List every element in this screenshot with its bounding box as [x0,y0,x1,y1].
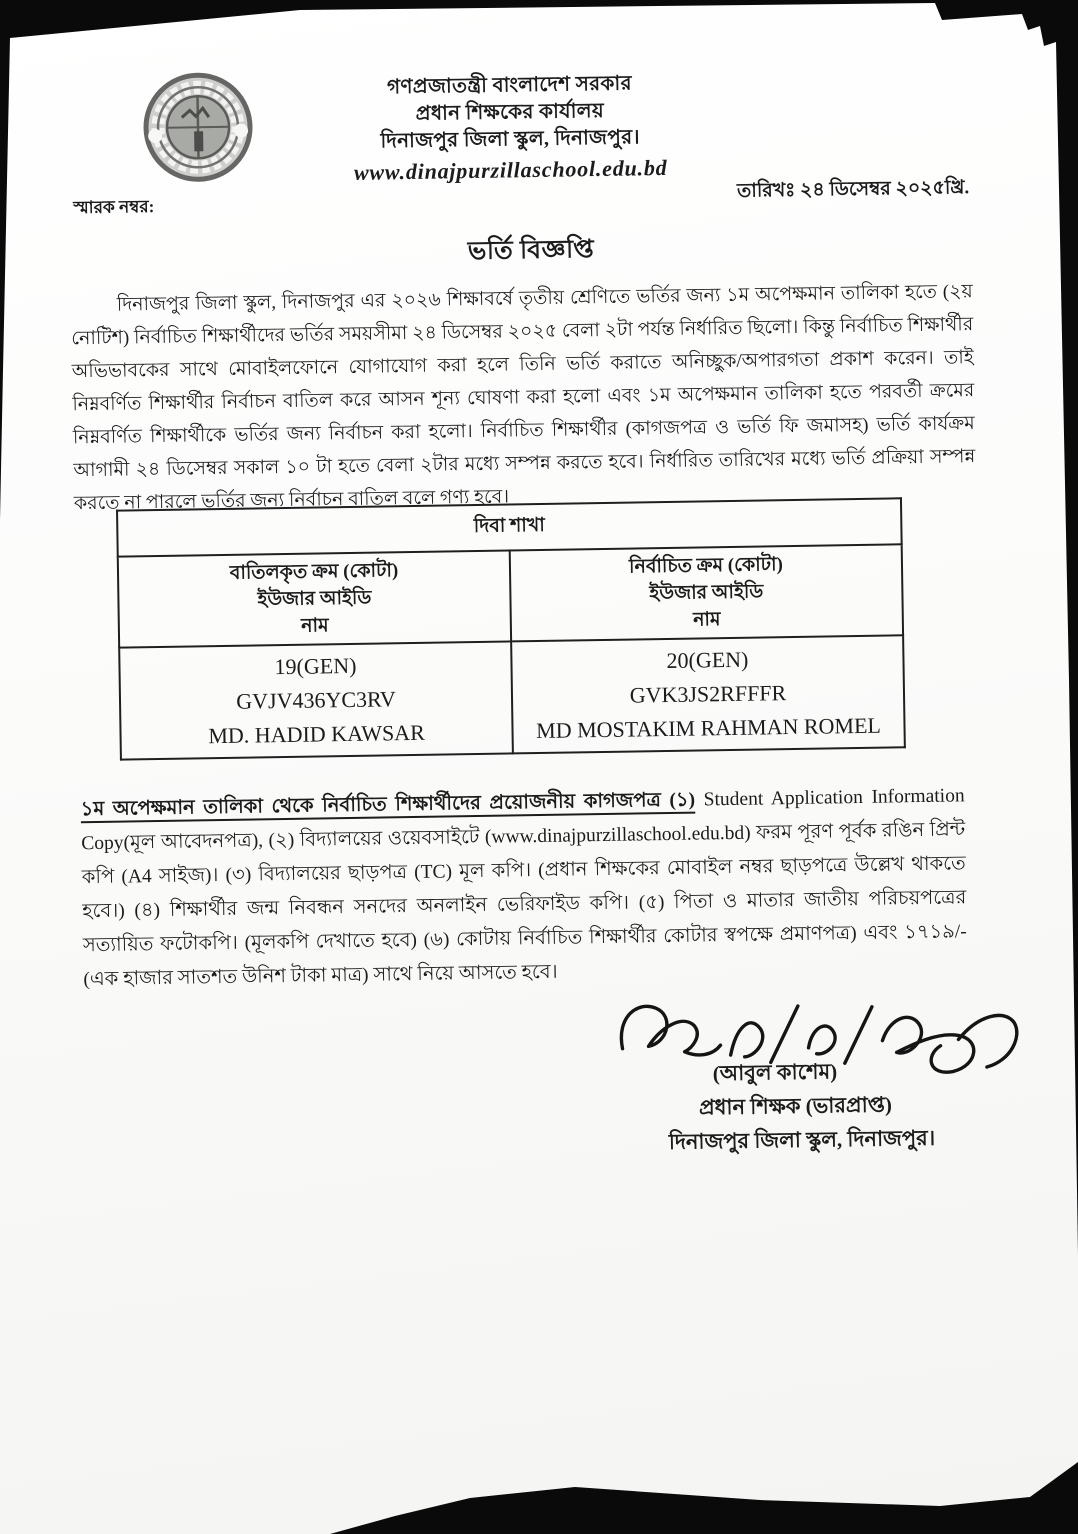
letterhead-website: www.dinajpurzillaschool.edu.bd [353,154,668,185]
requirements-paragraph [80,779,967,997]
table-data-row [119,635,905,759]
header-line: ইউজার আইডি [649,581,764,605]
letterhead-office: প্রধান শিক্ষকের কার্যালয় [415,99,605,125]
seal-icon [141,70,255,184]
table-header-row [118,544,903,647]
letterhead-school: দিনাজপুর জিলা স্কুল, দিনাজপুর। [380,126,641,153]
letterhead [279,69,741,187]
cancelled-column-header [118,550,511,647]
date-line: তারিখঃ ২৪ ডিসেম্বর ২০২৫খ্রি. [736,177,970,202]
signatory-designation: প্রধান শিক্ষক (ভারপ্রাপ্ত) [698,1092,893,1120]
header-line: ইউজার আইডি [257,587,372,611]
candidates-table [116,497,906,760]
notice-body-paragraph: দিনাজপুর জিলা স্কুল, দিনাজপুর এর ২০২৬ শিক্ষাবর্ষে তৃতীয় শ্রেণিতে ভর্তির জন্য ১ম অপেক্ষমান তালিকা হতে (২য় নোটিশ) নির্বাচিত শিক্ষার্থীদের ভর্তির সময়সীমা ২৪ ডিসেম্বর ২০২৫ বেলা ২টা পর্যন্ত নির্ধারিত ছিলো। কিন্তু নির্বাচিত শিক্ষার্থীর অভিভাবকের সাথে মোবাইলফোনে যোগাযোগ করা হলে তিনি ভর্তি করাতে অনিচ্ছুক/অপারগতা প্রকাশ করেন। তাই নিম্নবর্ণিত শিক্ষার্থীর নির্বাচন বাতিল করে আসন শূন্য ঘোষণা করা হলো এবং ১ম অপেক্ষমান তালিকা হতে পরবর্তী ক্রমের নিম্নবর্ণিত শিক্ষার্থীকে ভর্তির জন্য নির্বাচন করা হলো। নির্বাচিত শিক্ষার্থীর (কাগজপত্র ও ভর্তি ফি জমাসহ) ভর্তি কার্যক্রম আগামী ২৪ ডিসেম্বর সকাল ১০ টা হতে বেলা ২টার মধ্যে সম্পন্ন করতে হবে। নির্ধারিত তারিখের মধ্যে ভর্তি প্রক্রিয়া সম্পন্ন করতে না পারলে ভর্তির জন্য নির্বাচন বাতিল বলে গণ্য হবে। [71,281,976,515]
header-line: নাম [301,615,329,637]
letterhead-government: গণপ্রজাতন্ত্রী বাংলাদেশ সরকার [386,72,632,99]
serial-quota: 19(GEN) [274,652,357,680]
selected-column-header [510,544,903,641]
user-id: GVK3JS2RFFFR [629,680,787,708]
page-title: ভর্তি বিজ্ঞপ্তি [467,236,595,266]
selected-candidate-cell [511,635,905,753]
header-line: বাতিলকৃত ক্রম (কোটা) [229,560,399,584]
cancelled-candidate-cell [119,641,513,759]
signatory-name: (আবুল কাশেম) [712,1059,838,1086]
candidate-name: MD MOSTAKIM RAHMAN ROMEL [535,712,882,744]
school-seal-logo [141,70,255,184]
candidate-name: MD. HADID KAWSAR [208,719,425,749]
header-line: নাম [692,609,721,631]
user-id: GVJV436YC3RV [236,686,397,714]
serial-quota: 20(GEN) [666,646,749,673]
signatory-institution: দিনাজপুর জিলা স্কুল, দিনাজপুর। [668,1125,936,1155]
memo-number-label: স্মারক নম্বর: [73,196,155,218]
requirements-body: Student Application Information Copy(মূল আবেদনপত্র), (২) বিদ্যালয়ের ওয়েবসাইটে (www.dinajpurzillaschool.edu.bd) ফরম পূরণ পূর্বক রঙিন প্রিন্ট কপি (A4 সাইজ)। (৩) বিদ্যালয়ের ছাড়পত্র (TC) মূল কপি। (প্রধান শিক্ষকের মোবাইল নম্বর ছাড়পত্রে উল্লেখ থাকতে হবে।) (৪) শিক্ষার্থীর জন্ম নিবন্ধন সনদের অনলাইন ভেরিফাইড কপি। (৫) পিতা ও মাতার জাতীয় পরিচয়পত্রের সত্যায়িত ফটোকপি। (মূলকপি দেখাতে হবে) (৬) কোটায় নির্বাচিত শিক্ষার্থীর কোটার স্বপক্ষে প্রমাণপত্র) এবং ১৭১৯/- (এক হাজার সাতশত উনিশ টাকা মাত্র) সাথে নিয়ে আসতে হবে। [81,785,967,991]
table-caption: দিবা শাখা [117,498,902,556]
requirements-heading: ১ম অপেক্ষমান তালিকা থেকে নির্বাচিত শিক্ষার্থীদের প্রয়োজনীয় কাগজপত্র (১) [80,789,696,821]
header-line: নির্বাচিত ক্রম (কোটা) [628,554,784,578]
